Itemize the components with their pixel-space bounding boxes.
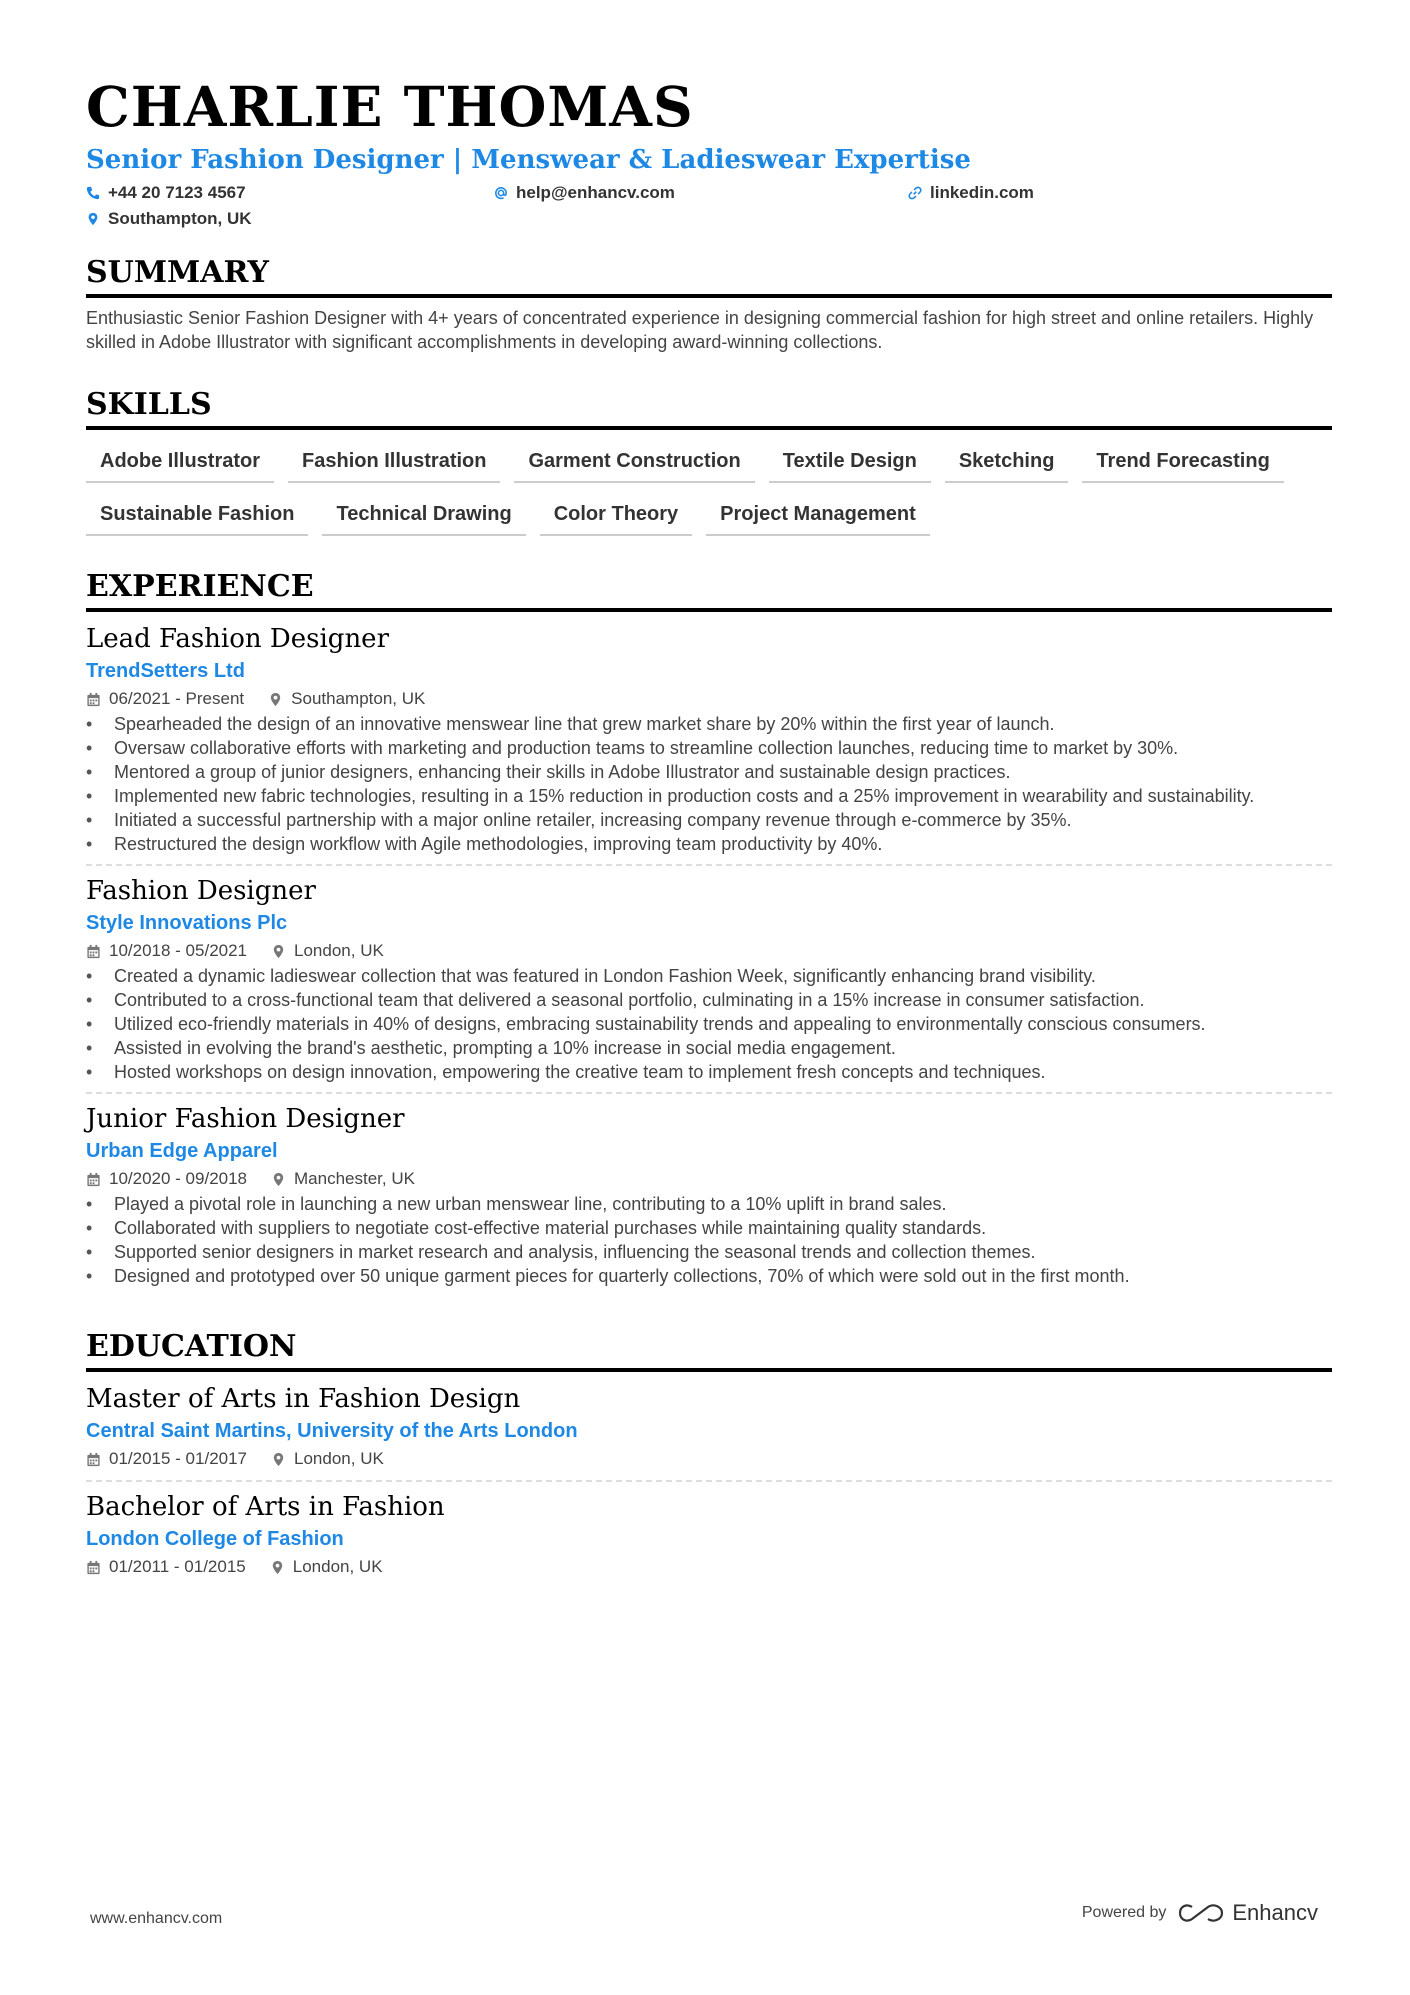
education-meta xyxy=(86,1446,1332,1472)
candidate-name: CHARLIE THOMAS xyxy=(86,74,694,139)
bullet-item: • Designed and prototyped over 50 unique garment pieces for quarterly collections, 70% of which were sold out in the first month. xyxy=(86,1264,1332,1288)
contact-email[interactable] xyxy=(494,180,675,206)
linkedin-text: linkedin.com xyxy=(930,183,1034,202)
contact-linkedin[interactable] xyxy=(908,180,1034,206)
skill-tag: Adobe Illustrator xyxy=(86,444,274,483)
location-text: Southampton, UK xyxy=(108,209,252,228)
education-entry xyxy=(86,1382,1332,1472)
contact-info xyxy=(86,180,1332,232)
job-location-text: London, UK xyxy=(294,941,384,960)
education-section xyxy=(86,1328,1332,1580)
skill-tag: Technical Drawing xyxy=(322,497,525,536)
bullet-item: • Contributed to a cross-functional team that delivered a seasonal portfolio, culminating in a 15% increase in consumer satisfaction. xyxy=(86,988,1332,1012)
bullet-item: • Created a dynamic ladieswear collection that was featured in London Fashion Week, significantly enhancing brand visibility. xyxy=(86,964,1332,988)
education-title: EDUCATION xyxy=(86,1328,1332,1372)
calendar-icon xyxy=(86,692,101,707)
company-name: Style Innovations Plc xyxy=(86,912,288,934)
contact-location xyxy=(86,206,252,232)
calendar-icon xyxy=(86,1560,101,1575)
experience-entry xyxy=(86,1102,1332,1288)
degree-title: Bachelor of Arts in Fashion xyxy=(86,1492,445,1522)
bullet-item: • Restructured the design workflow with Agile methodologies, improving team productivity by 40%. xyxy=(86,832,1332,856)
brand-name: Enhancv xyxy=(1232,1900,1318,1925)
education-entry xyxy=(86,1490,1332,1580)
phone-text: +44 20 7123 4567 xyxy=(108,183,246,202)
location-pin-icon xyxy=(271,944,286,959)
job-dates-text: 10/2020 - 09/2018 xyxy=(109,1169,248,1188)
job-dates xyxy=(86,1166,247,1192)
entry-divider xyxy=(86,1480,1332,1482)
education-dates-text: 01/2015 - 01/2017 xyxy=(109,1449,248,1468)
education-meta xyxy=(86,1554,1332,1580)
location-pin-icon xyxy=(271,1172,286,1187)
calendar-icon xyxy=(86,1172,101,1187)
calendar-icon xyxy=(86,944,101,959)
bullet-item: • Assisted in evolving the brand's aesthetic, prompting a 10% increase in social media engagement. xyxy=(86,1036,1332,1060)
skill-tag: Trend Forecasting xyxy=(1082,444,1283,483)
footer-website[interactable]: www.enhancv.com xyxy=(90,1910,223,1927)
degree-title: Master of Arts in Fashion Design xyxy=(86,1384,521,1414)
bullet-item: • Played a pivotal role in launching a new urban menswear line, contributing to a 10% uplift in brand sales. xyxy=(86,1192,1332,1216)
powered-by-text: Powered by xyxy=(1081,1904,1167,1921)
bullet-item: • Implemented new fabric technologies, resulting in a 15% reduction in production costs and a 25% improvement in wearability and sustainability. xyxy=(86,784,1332,808)
job-title: Fashion Designer xyxy=(86,876,316,906)
education-location xyxy=(271,1446,384,1472)
job-title: Lead Fashion Designer xyxy=(86,624,389,654)
bullet-item: • Spearheaded the design of an innovative menswear line that grew market share by 20% within the first year of launch. xyxy=(86,712,1332,736)
job-location-text: Manchester, UK xyxy=(294,1169,415,1188)
school-name: London College of Fashion xyxy=(86,1528,344,1550)
skill-tag: Textile Design xyxy=(769,444,931,483)
skills-title: SKILLS xyxy=(86,386,1332,430)
experience-entry xyxy=(86,622,1332,856)
education-dates xyxy=(86,1446,247,1472)
resume-page xyxy=(86,72,1332,1580)
job-location xyxy=(271,1166,415,1192)
company-name: TrendSetters Ltd xyxy=(86,660,245,682)
school-name: Central Saint Martins, University of the Arts London xyxy=(86,1420,578,1442)
job-bullets xyxy=(86,712,1332,856)
location-pin-icon xyxy=(86,212,100,226)
link-icon xyxy=(908,186,922,200)
job-dates-text: 10/2018 - 05/2021 xyxy=(109,941,248,960)
bullet-item: • Initiated a successful partnership with a major online retailer, increasing company revenue through e-commerce by 35%. xyxy=(86,808,1332,832)
summary-section xyxy=(86,254,1332,354)
skill-tag: Garment Construction xyxy=(514,444,754,483)
job-meta xyxy=(86,686,1332,712)
job-dates xyxy=(86,938,247,964)
skill-tag: Fashion Illustration xyxy=(288,444,500,483)
job-dates-text: 06/2021 - Present xyxy=(109,689,245,708)
entry-divider xyxy=(86,864,1332,866)
job-bullets xyxy=(86,964,1332,1084)
skills-list xyxy=(86,444,1332,550)
summary-text: Enthusiastic Senior Fashion Designer with 4+ years of concentrated experience in designing commercial fashion for high street and online retailers. Highly skilled in Adobe Illustrator with significant accomplishments in developing award-winning collections. xyxy=(86,308,1314,352)
education-location-text: London, UK xyxy=(294,1449,384,1468)
bullet-item: • Supported senior designers in market research and analysis, influencing the seasonal trends and collection themes. xyxy=(86,1240,1332,1264)
entry-divider xyxy=(86,1092,1332,1094)
job-location-text: Southampton, UK xyxy=(291,689,426,708)
location-pin-icon xyxy=(268,692,283,707)
at-icon xyxy=(494,186,508,200)
skill-tag: Sustainable Fashion xyxy=(86,497,308,536)
bullet-item: • Utilized eco-friendly materials in 40% of designs, embracing sustainability trends and appealing to environmentally conscious consumers. xyxy=(86,1012,1332,1036)
headline: Senior Fashion Designer | Menswear & Ladieswear Expertise xyxy=(86,145,971,175)
experience-section xyxy=(86,568,1332,1288)
bullet-item: • Mentored a group of junior designers, enhancing their skills in Adobe Illustrator and sustainable design practices. xyxy=(86,760,1332,784)
job-dates xyxy=(86,686,244,712)
experience-entry xyxy=(86,874,1332,1084)
location-pin-icon xyxy=(271,1452,286,1467)
bullet-item: • Hosted workshops on design innovation, empowering the creative team to implement fresh concepts and techniques. xyxy=(86,1060,1332,1084)
experience-title: EXPERIENCE xyxy=(86,568,1332,612)
education-dates xyxy=(86,1554,246,1580)
bullet-item: • Oversaw collaborative efforts with marketing and production teams to streamline collection launches, reducing time to market by 30%. xyxy=(86,736,1332,760)
location-pin-icon xyxy=(270,1560,285,1575)
calendar-icon xyxy=(86,1452,101,1467)
skills-section xyxy=(86,386,1332,550)
company-name: Urban Edge Apparel xyxy=(86,1140,278,1162)
skill-tag: Sketching xyxy=(945,444,1069,483)
enhancv-logo-icon xyxy=(1178,1901,1224,1925)
education-location xyxy=(270,1554,383,1580)
skill-tag: Project Management xyxy=(706,497,930,536)
education-location-text: London, UK xyxy=(292,1557,383,1576)
phone-icon xyxy=(86,186,100,200)
job-location xyxy=(271,938,384,964)
bullet-item: • Collaborated with suppliers to negotiate cost-effective material purchases while maintaining quality standards. xyxy=(86,1216,1332,1240)
job-title: Junior Fashion Designer xyxy=(86,1104,405,1134)
job-meta xyxy=(86,938,1332,964)
education-dates-text: 01/2011 - 01/2015 xyxy=(109,1557,246,1576)
skill-tag: Color Theory xyxy=(540,497,692,536)
summary-title: SUMMARY xyxy=(86,254,1332,298)
contact-phone xyxy=(86,180,246,206)
footer-branding xyxy=(1082,1900,1318,1926)
email-text: help@enhancv.com xyxy=(516,183,675,202)
job-meta xyxy=(86,1166,1332,1192)
enhancv-logo[interactable] xyxy=(1178,1900,1318,1926)
job-location xyxy=(268,686,425,712)
job-bullets xyxy=(86,1192,1332,1288)
